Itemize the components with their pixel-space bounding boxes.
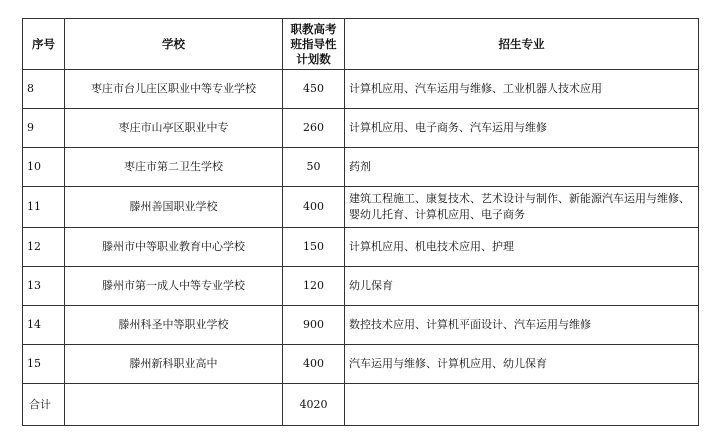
table-row — [23, 109, 699, 148]
majors-line: 幼儿保育 — [349, 279, 393, 292]
school-name: 滕州新科职业高中 — [65, 345, 283, 384]
school-name: 滕州市中等职业教育中心学校 — [65, 228, 283, 267]
table-row — [23, 267, 699, 306]
plan-count: 450 — [283, 70, 345, 109]
school-name: 滕州市第一成人中等专业学校 — [65, 267, 283, 306]
header-school: 学校 — [65, 19, 283, 70]
majors-cell — [345, 267, 699, 306]
school-name: 滕州善国职业学校 — [65, 187, 283, 228]
header-plan-line: 班指导性 — [290, 36, 337, 51]
majors-cell — [345, 306, 699, 345]
total-row — [23, 384, 699, 426]
school-name: 滕州科圣中等职业学校 — [65, 306, 283, 345]
total-school — [65, 384, 283, 426]
row-number: 13 — [23, 267, 65, 306]
majors-line: 婴幼儿托育、计算机应用、电子商务 — [349, 208, 525, 221]
header-num: 序号 — [23, 19, 65, 70]
table-header-row — [23, 19, 699, 70]
header-majors: 招生专业 — [345, 19, 699, 70]
enrollment-plan-table — [22, 18, 699, 426]
table-row — [23, 228, 699, 267]
row-number: 11 — [23, 187, 65, 228]
majors-line: 药剂 — [349, 160, 371, 173]
majors-cell — [345, 345, 699, 384]
row-number: 15 — [23, 345, 65, 384]
table-row — [23, 345, 699, 384]
total-majors — [345, 384, 699, 426]
plan-count: 120 — [283, 267, 345, 306]
plan-count: 400 — [283, 187, 345, 228]
header-plan-line: 计划数 — [296, 51, 331, 66]
majors-line: 数控技术应用、计算机平面设计、汽车运用与维修 — [349, 318, 591, 331]
header-plan — [283, 19, 345, 70]
row-number: 8 — [23, 70, 65, 109]
table-row — [23, 148, 699, 187]
school-name: 枣庄市台儿庄区职业中等专业学校 — [65, 70, 283, 109]
plan-count: 150 — [283, 228, 345, 267]
majors-cell — [345, 228, 699, 267]
majors-cell — [345, 187, 699, 228]
row-number: 10 — [23, 148, 65, 187]
majors-cell — [345, 109, 699, 148]
plan-count: 400 — [283, 345, 345, 384]
majors-line: 建筑工程施工、康复技术、艺术设计与制作、新能源汽车运用与维修、 — [349, 192, 690, 205]
table-row — [23, 306, 699, 345]
row-number: 9 — [23, 109, 65, 148]
school-name: 枣庄市山亭区职业中专 — [65, 109, 283, 148]
row-number: 14 — [23, 306, 65, 345]
row-number: 12 — [23, 228, 65, 267]
total-plan: 4020 — [283, 384, 345, 426]
majors-line: 计算机应用、电子商务、汽车运用与维修 — [349, 121, 547, 134]
table-body — [23, 70, 699, 426]
majors-line: 汽车运用与维修、计算机应用、幼儿保育 — [349, 357, 547, 370]
majors-line: 计算机应用、机电技术应用、护理 — [349, 240, 514, 253]
header-plan-line: 职教高考 — [290, 21, 337, 36]
table-row — [23, 70, 699, 109]
plan-count: 900 — [283, 306, 345, 345]
majors-cell — [345, 70, 699, 109]
majors-line: 计算机应用、汽车运用与维修、工业机器人技术应用 — [349, 82, 602, 95]
table-row — [23, 187, 699, 228]
plan-count: 260 — [283, 109, 345, 148]
majors-cell — [345, 148, 699, 187]
school-name: 枣庄市第二卫生学校 — [65, 148, 283, 187]
total-label: 合计 — [23, 384, 65, 426]
plan-count: 50 — [283, 148, 345, 187]
